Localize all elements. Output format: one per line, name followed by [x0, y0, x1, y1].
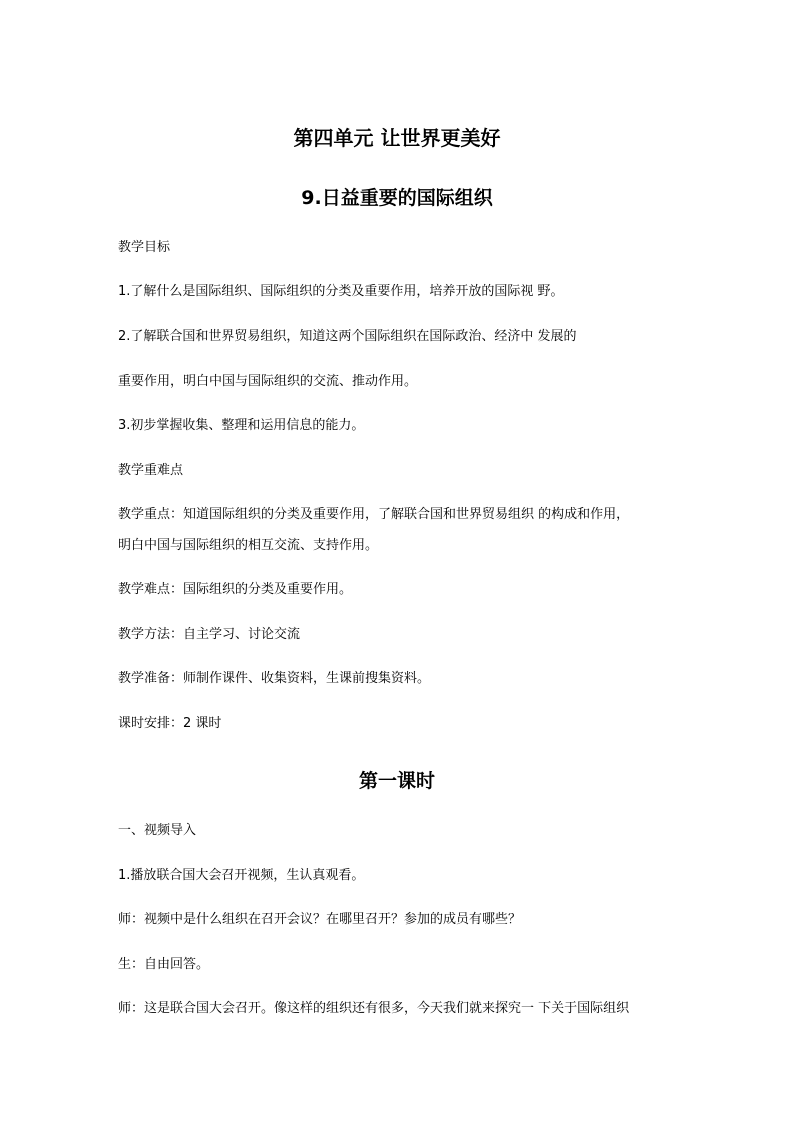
section-heading-1: 一、视频导入	[118, 823, 197, 838]
teacher-intro: 师：这是联合国大会召开。像这样的组织还有很多，今天我们就来探究一 下关于国际组织	[118, 1001, 630, 1016]
teacher-question: 师：视频中是什么组织在召开会议？在哪里召开？参加的成员有哪些？	[118, 912, 522, 927]
period-title: 第一课时	[358, 770, 435, 792]
objective-2-line-2: 重要作用，明白中国与国际组织的交流、推动作用。	[118, 374, 418, 389]
step-1: 1.播放联合国大会召开视频，生认真观看。	[118, 868, 365, 883]
student-answer: 生：自由回答。	[118, 957, 210, 972]
key-points-line-1: 教学重点：知道国际组织的分类及重要作用，了解联合国和世界贸易组织 的构成和作用，	[118, 507, 630, 522]
objective-3: 3.初步掌握收集、整理和运用信息的能力。	[118, 418, 365, 433]
difficult-points: 教学难点：国际组织的分类及重要作用。	[118, 582, 353, 597]
key-difficult-heading: 教学重难点	[118, 463, 184, 478]
class-schedule: 课时安排：2 课时	[118, 716, 222, 731]
objective-2-line-1: 2.了解联合国和世界贸易组织，知道这两个国际组织在国际政治、经济中 发展的	[118, 329, 577, 344]
key-points-line-2: 明白中国与国际组织的相互交流、支持作用。	[118, 538, 379, 553]
teaching-preparation: 教学准备：师制作课件、收集资料，生课前搜集资料。	[118, 671, 431, 686]
objectives-heading: 教学目标	[118, 240, 171, 255]
lesson-title: 9.日益重要的国际组织	[301, 187, 493, 209]
teaching-methods: 教学方法：自主学习、讨论交流	[118, 627, 301, 642]
unit-title: 第四单元 让世界更美好	[293, 126, 501, 150]
objective-1: 1.了解什么是国际组织、国际组织的分类及重要作用，培养开放的国际视 野。	[118, 284, 564, 299]
